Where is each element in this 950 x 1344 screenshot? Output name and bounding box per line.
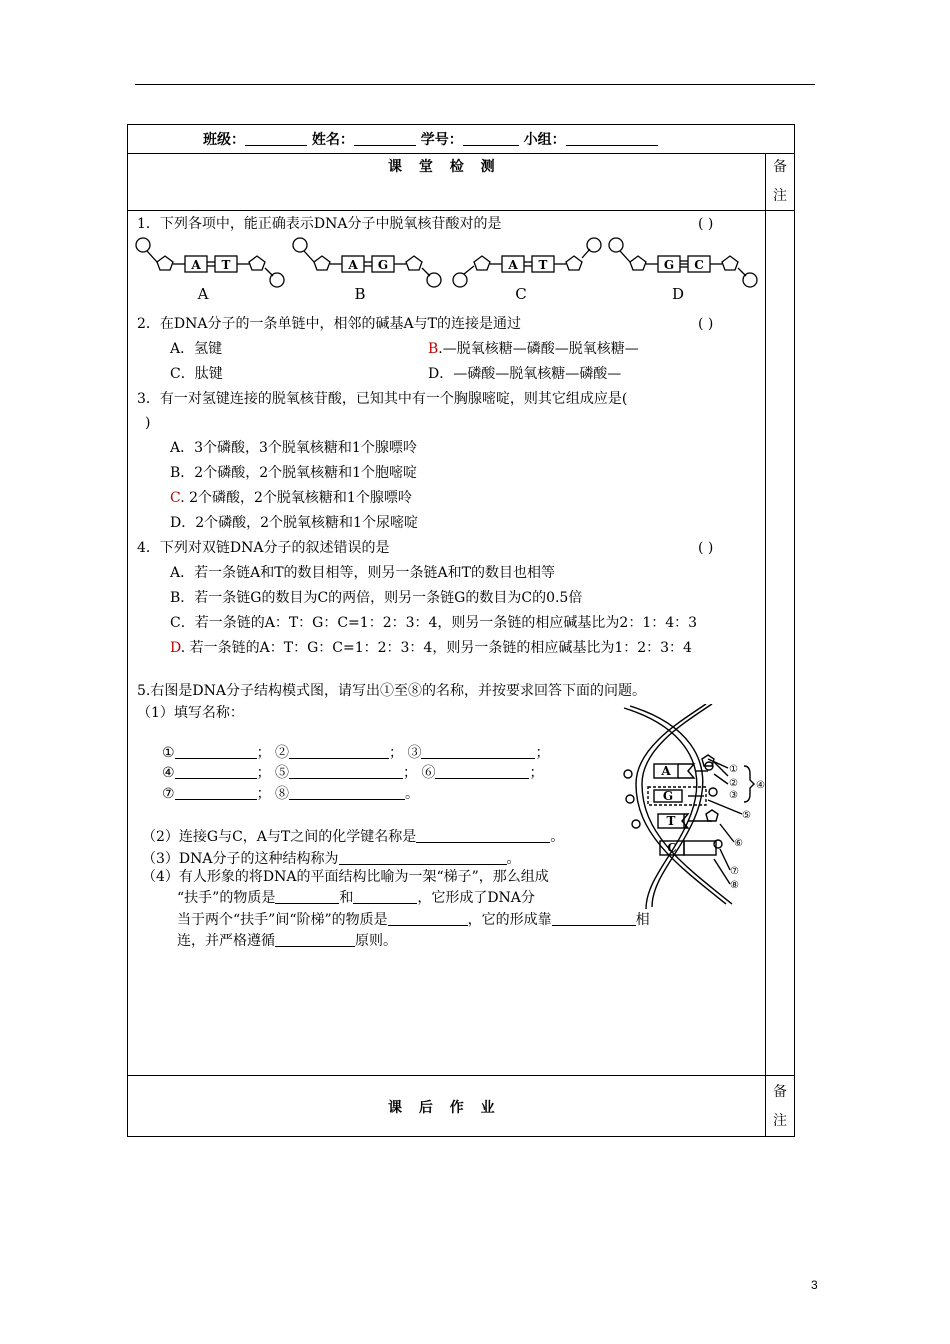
answer-mark: C [170,490,181,506]
remarks-label: 备 [773,1084,787,1100]
diagram-mark: ⑤ [742,810,751,821]
diagram-mark: ⑦ [730,866,739,877]
diagram-mark: ⑧ [730,880,739,891]
base-label: T [221,258,231,272]
blank-6[interactable] [435,764,529,779]
column-divider [765,210,766,1137]
question-3-stem-end: ) [145,415,151,431]
class-blank[interactable] [245,131,307,146]
section-title-homework: 课 后 作 业 [388,1100,501,1116]
page-number: 3 [811,1278,818,1292]
q5-sub-2: （2）连接G与C，A与T之间的化学键名称是 。 [142,829,565,845]
q2-option-d[interactable]: D．—磷酸—脱氧核糖—磷酸— [428,366,622,382]
q3-option-c[interactable]: C. 2个磷酸，2个脱氧核糖和1个腺嘌呤 [170,490,412,506]
diagram-mark: ② [729,778,738,789]
answer-paren: ( ) [698,540,714,556]
base-label: A [348,258,358,272]
option-a-figure[interactable] [136,238,284,287]
diagram-base: T [666,814,676,828]
option-d-figure[interactable] [609,238,757,287]
blank-2[interactable] [289,744,389,759]
base-label: C [694,258,704,272]
principle-blank[interactable] [275,932,355,947]
question-2-stem: 2．在DNA分子的一条单链中，相邻的碱基A与T的连接是通过 [137,316,521,332]
q4-option-c[interactable]: C．若一条链的A：T：G：C=1：2：3：4，则另一条链的相应碱基比为2：1：4：3 [170,615,698,631]
diagram-mark: ① [729,764,738,775]
q2-option-b[interactable]: B.—脱氧核糖—磷酸—脱氧核糖— [428,341,639,357]
option-b-figure[interactable] [293,238,441,287]
handrail-blank-2[interactable] [353,889,417,904]
base-label: A [191,258,201,272]
q3-option-b[interactable]: B．2个磷酸，2个脱氧核糖和1个胞嘧啶 [170,465,418,481]
bond-type-blank[interactable] [552,911,636,926]
answer-paren: ( ) [698,316,714,332]
row-divider [127,210,795,211]
base-label: G [377,258,389,272]
header-rule [135,84,815,85]
q5-sub-4-line-3: 当于两个“扶手”间“阶梯”的物质是 ，它的形成靠 相 [177,912,650,928]
student-info-row [203,131,658,149]
column-divider [765,153,766,210]
diagram-mark: ③ [729,790,738,801]
rung-blank[interactable] [388,911,468,926]
option-label: A [197,285,209,303]
bond-blank[interactable] [416,828,550,843]
q5-sub-1: （1）填写名称： [137,705,244,721]
q3-option-d[interactable]: D．2个磷酸，2个脱氧核糖和1个尿嘧啶 [170,515,418,531]
q4-option-a[interactable]: A．若一条链A和T的数目相等，则另一条链A和T的数目也相等 [170,565,556,581]
blank-1[interactable] [175,744,257,759]
group-blank[interactable] [566,131,658,146]
base-label: G [663,258,675,272]
question-1-stem: 1．下列各项中，能正确表示DNA分子中脱氧核苷酸对的是 [137,216,502,232]
q4-option-b[interactable]: B．若一条链G的数目为C的两倍，则另一条链G的数目为C的0.5倍 [170,590,583,606]
section-title-classroom-test: 课 堂 检 测 [388,159,501,175]
number-label: 学号： [420,132,463,148]
q4-option-d[interactable]: D. 若一条链的A：T：G：C=1：2：3：4，则另一条链的相应碱基比为1：2：3：4 [170,640,692,656]
name-blanks-row-1: ① ； ② ； ③ ； [162,745,550,761]
option-label: C [515,285,527,303]
name-label: 姓名： [311,132,354,148]
diagram-base: G [662,789,674,803]
q3-option-a[interactable]: A．3个磷酸，3个脱氧核糖和1个腺嘌呤 [170,440,417,456]
q5-sub-4-line-1: （4）有人形象的将DNA的平面结构比喻为一架“梯子”，那么组成 [142,869,549,885]
diagram-mark: ⑥ [734,838,743,849]
blank-4[interactable] [175,764,257,779]
q5-sub-4-line-4: 连，并严格遵循 原则。 [177,933,397,949]
q5-sub-4-line-2: “扶手”的物质是 和 ，它形成了DNA分 [177,890,535,906]
number-blank[interactable] [463,131,519,146]
diagram-base: A [661,764,671,778]
diagram-base: C [667,841,677,855]
answer-mark: D [170,640,181,656]
blank-3[interactable] [421,744,535,759]
name-blanks-row-2: ④ ； ⑤ ； ⑥ ； [162,765,544,781]
option-label: B [354,285,366,303]
blank-5[interactable] [289,764,403,779]
name-blank[interactable] [354,131,416,146]
question-4-stem: 4．下列对双链DNA分子的叙述错误的是 [137,540,390,556]
q1-nucleotide-pair-options [133,232,765,304]
class-label: 班级： [203,132,245,148]
remarks-label: 注 [773,1113,787,1129]
option-label: D [671,285,685,303]
remarks-label: 备 [773,159,787,175]
base-label: A [508,258,518,272]
row-divider [127,153,795,154]
remarks-label: 注 [773,188,787,204]
answer-paren: ( ) [698,216,714,232]
question-3-stem: 3．有一对氢键连接的脱氧核苷酸，已知其中有一个胸腺嘧啶，则其它组成应是( [137,391,628,407]
q5-sub-3: （3）DNA分子的这种结构称为 。 [142,851,521,867]
q2-option-c[interactable]: C．肽键 [170,366,223,382]
blank-7[interactable] [175,785,257,800]
option-c-figure[interactable] [453,238,601,287]
name-blanks-row-3: ⑦ ； ⑧ 。 [162,786,420,802]
answer-mark: B [428,341,439,357]
diagram-mark: ④ [756,780,765,791]
question-5-stem: 5.右图是DNA分子结构模式图，请写出①至⑧的名称，并按要求回答下面的问题。 [137,683,646,699]
handrail-blank-1[interactable] [275,889,339,904]
row-divider [127,1075,795,1076]
base-label: T [538,258,548,272]
q2-option-a[interactable]: A．氢键 [170,341,223,357]
group-label: 小组： [523,132,566,148]
dna-structure-diagram [616,704,766,914]
structure-blank[interactable] [339,850,507,865]
blank-8[interactable] [289,785,405,800]
